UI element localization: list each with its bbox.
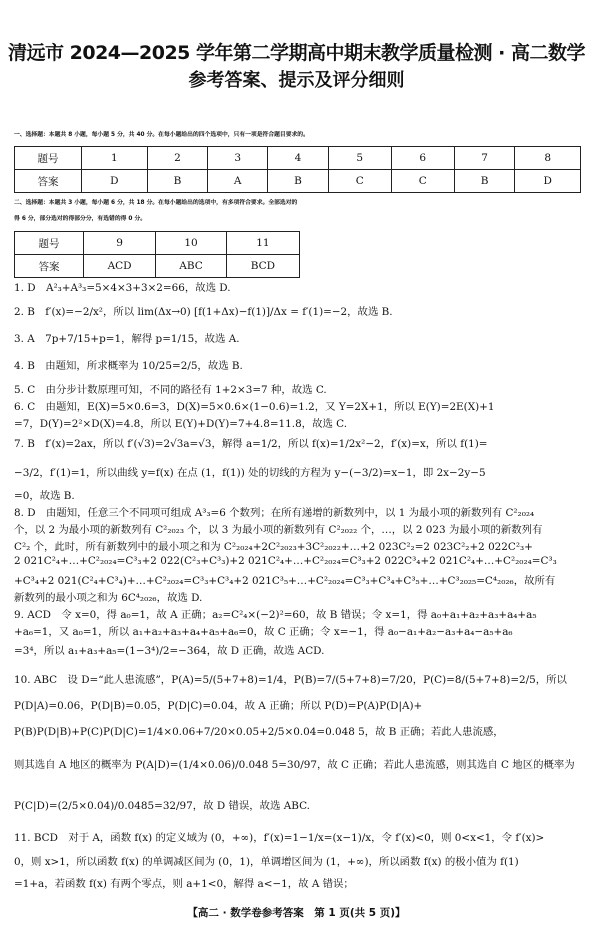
table-cell: B [147,170,208,193]
document-subtitle: 参考答案、提示及评分细则 [188,70,405,91]
table-cell: C [328,170,391,193]
table-cell: D [515,170,581,193]
table-cell: 10 [156,232,227,255]
table-cell: ACD [84,255,156,278]
solution-line: =3⁴，所以 a₁+a₃+a₅=(1−3⁴)/2=−364，故 D 正确，故选 ACD. [14,645,325,657]
solution-line: 8. D 由题知，任意三个不同项可组成 A³₃=6 个数列；在所有递增的新数列中，以 1 为最小项的新数列有 C²₂₀₂₄ [14,507,535,519]
section1-heading: 一、选择题：本题共 8 小题，每小题 5 分，共 40 分。在每小题给出的四个选项中，只有一项是符合题目要求的。 [14,132,309,138]
solution-line: 0，则 x>1，所以函数 f(x) 的单调减区间为 (0，1)，单调增区间为 (1，+∞)，所以函数 f(x) 的极小值为 f(1) [14,856,519,868]
table-cell: B [454,170,515,193]
solution-line: 11. BCD 对于 A，函数 f(x) 的定义域为 (0，+∞)，f′(x)=1−1/x=(x−1)/x，令 f′(x)<0，则 0<x<1，令 f′(x)> [14,832,545,844]
table-cell: 1 [82,147,148,170]
solution-line: −3/2，f′(1)=1，所以曲线 y=f(x) 在点 (1，f(1)) 处的切线的方程为 y−(−3/2)=x−1，即 2x−2y−5 [14,467,486,479]
table-row [15,170,581,193]
solution-line: 2. B f′(x)=−2/x²，所以 lim(Δx→0) [f(1+Δx)−f(1)]/Δx = f′(1)=−2，故选 B. [14,306,393,318]
table-cell: 3 [208,147,268,170]
solution-line: 3. A 7p+7/15+p=1，解得 p=1/15，故选 A. [14,333,240,345]
table-cell: 11 [226,232,299,255]
document-title: 清远市 2024—2025 学年第二学期高中期末教学质量检测 · 高二数学 [8,42,585,64]
solution-line: 个，以 2 为最小项的新数列有 C²₂₀₂₃ 个，以 3 为最小项的新数列有 C²₂₀₂₂ 个，…，以 2 023 为最小项的新数列有 [14,524,543,536]
solution-line: 9. ACD 令 x=0，得 a₀=1，故 A 正确；a₂=C²₄×(−2)²=60，故 B 错误；令 x=1，得 a₀+a₁+a₂+a₃+a₄+a₅ [14,609,537,621]
table-cell: 6 [391,147,454,170]
table-cell: A [208,170,268,193]
solution-line: +a₆=1，又 a₀=1，所以 a₁+a₂+a₃+a₄+a₅+a₆=0，故 C 正确；令 x=−1，得 a₀−a₁+a₂−a₃+a₄−a₅+a₆ [14,626,513,638]
table-cell: C [391,170,454,193]
table-cell: B [268,170,329,193]
table-cell: BCD [226,255,299,278]
section2-heading-line1: 二、选择题：本题共 3 小题，每小题 6 分，共 18 分。在每小题给出的选项中，有多项符合要求。全部选对的 [14,200,298,206]
table-cell: 5 [328,147,391,170]
solution-line: 2 021C²₄+…+C²₂₀₂₄=C³₃+2 022(C²₃+C³₃)+2 021C²₄+…+C²₂₀₂₄=C³₃+2 022C³₄+2 021C²₄+…+C²₂₀₂₄=C³₃ [14,555,557,567]
table-cell: 2 [147,147,208,170]
table-cell: D [82,170,148,193]
solution-line: 10. ABC 设 D=“此人患流感”，P(A)=5/(5+7+8)=1/4，P(B)=7/(5+7+8)=7/20，P(C)=8/(5+7+8)=2/5，所以 [14,674,567,686]
solution-line: 1. D A²₃+A³₃=5×4×3+3×2=66，故选 D. [14,282,231,294]
solution-line: 新数列的最小项之和为 6C⁴₂₀₂₆，故选 D. [14,592,203,604]
section2-answer-table [14,231,300,278]
solution-line: P(B)P(D|B)+P(C)P(D|C)=1/4×0.06+7/20×0.05+2/5×0.04=0.048 5，故 B 正确；若此人患流感， [14,726,504,738]
table-row-label: 答案 [15,255,84,278]
solution-line: 则其选自 A 地区的概率为 P(A|D)=(1/4×0.06)/0.048 5=30/97，故 C 正确；若此人患流感，则其选自 C 地区的概率为 [14,759,575,771]
table-row [15,232,300,255]
solution-line: 6. C 由题知，E(X)=5×0.6=3，D(X)=5×0.6×(1−0.6)=1.2，又 Y=2X+1，所以 E(Y)=2E(X)+1 [14,401,495,413]
section1-answer-table [14,146,581,193]
table-row-label: 题号 [15,232,84,255]
solution-line: 4. B 由题知，所求概率为 10/25=2/5，故选 B. [14,360,243,372]
solution-line: P(C|D)=(2/5×0.04)/0.0485=32/97，故 D 错误，故选 ABC. [14,800,310,812]
table-row-label: 题号 [15,147,82,170]
solution-line: P(D|A)=0.06，P(D|B)=0.05，P(D|C)=0.04，故 A 正确；所以 P(D)=P(A)P(D|A)+ [14,700,423,712]
solution-line: 5. C 由分步计数原理可知，不同的路径有 1+2×3=7 种，故选 C. [14,384,327,396]
solution-line: C²₂ 个，此时，所有新数列中的最小项之和为 C²₂₀₂₄+2C²₂₀₂₃+3C²₂₀₂₂+…+2 023C²₂=2 023C²₂+2 022C²₃+ [14,541,533,553]
table-row [15,147,581,170]
table-cell: ABC [156,255,227,278]
section2-heading-line2: 得 6 分，部分选对的得部分分，有选错的得 0 分。 [14,216,147,222]
page-footer: 【高二 · 数学卷参考答案 第 1 页(共 5 页)】 [187,907,406,919]
table-row [15,255,300,278]
solution-line: +C³₄+2 021(C²₄+C³₄)+…+C²₂₀₂₄=C³₃+C³₄+2 021C³₅+…+C²₂₀₂₄=C³₃+C³₄+C³₅+…+C³₂₀₂₅=C⁴₂₀₂₆，故所有 [14,575,556,587]
table-cell: 4 [268,147,329,170]
table-row-label: 答案 [15,170,82,193]
solution-line: =1+a，若函数 f(x) 有两个零点，则 a+1<0，解得 a<−1，故 A 错误； [14,878,354,890]
solution-line: =7，D(Y)=2²×D(X)=4.8，所以 E(Y)+D(Y)=7+4.8=11.8，故选 C. [14,418,348,430]
solution-line: =0，故选 B. [14,490,75,502]
table-cell: 7 [454,147,515,170]
solution-line: 7. B f′(x)=2ax，所以 f′(√3)=2√3a=√3，解得 a=1/2，所以 f(x)=1/2x²−2，f′(x)=x，所以 f(1)= [14,438,488,450]
table-cell: 9 [84,232,156,255]
table-cell: 8 [515,147,581,170]
